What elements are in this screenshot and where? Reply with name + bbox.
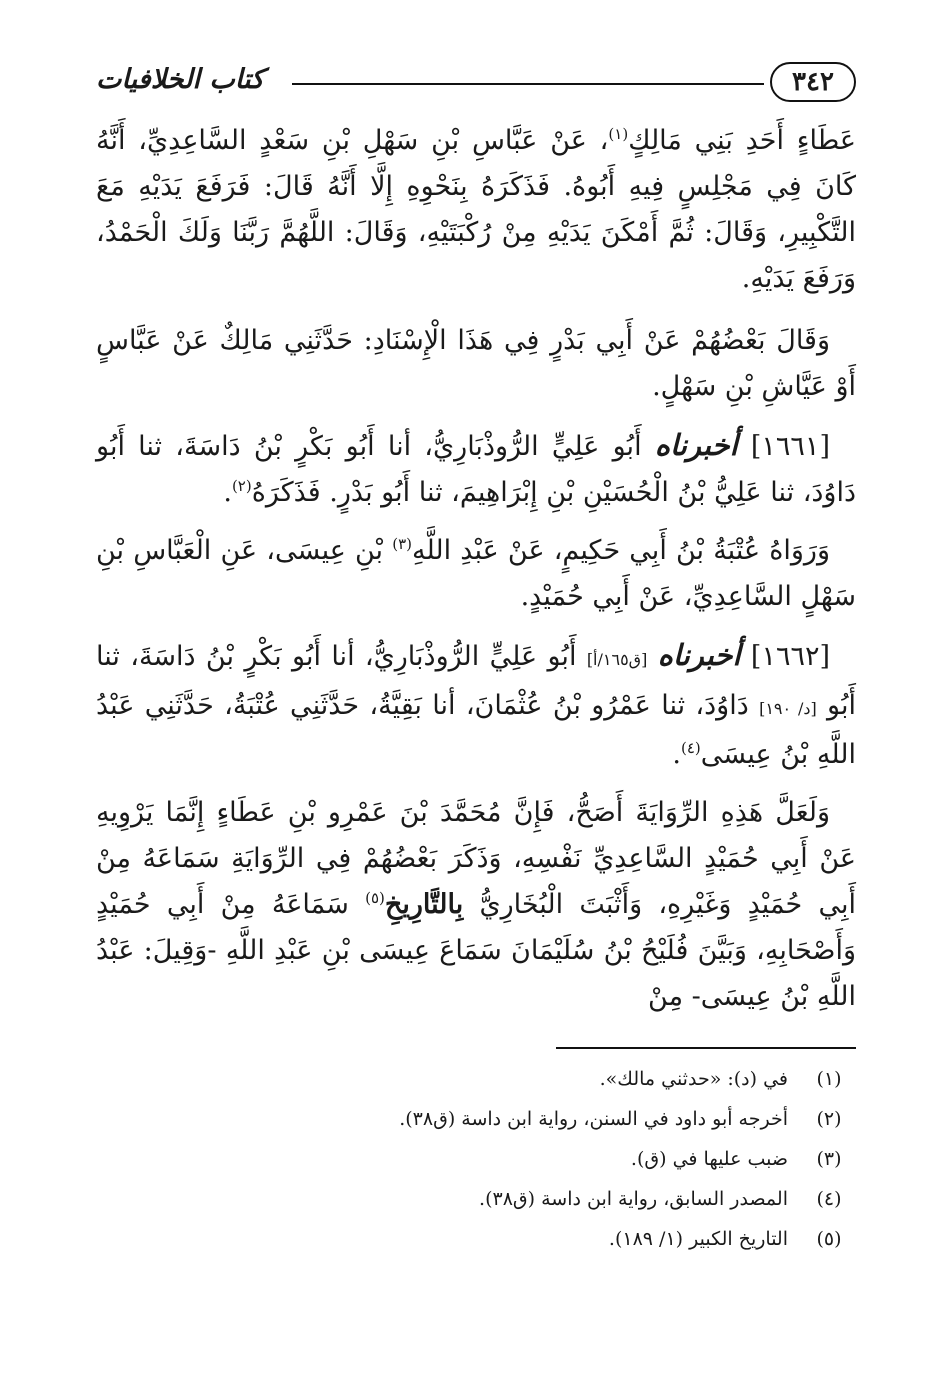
p4-text-a: وَرَوَاهُ عُتْبَةُ بْنُ أَبِي حَكِيمٍ، عَنْ عَبْدِ اللَّهِ xyxy=(412,535,830,566)
footnote-text: التاريخ الكبير (١/ ١٨٩). xyxy=(608,1228,788,1250)
footnote xyxy=(96,1188,856,1228)
hadith-number: [١٦٦٢] xyxy=(750,641,830,672)
footnote-ref-3[interactable]: (٣) xyxy=(392,535,413,553)
page-number: ٣٤٢ xyxy=(770,62,856,102)
header-rule xyxy=(292,83,764,85)
manuscript-ref: [ق١٦٥/أ] xyxy=(586,650,648,669)
footnote-ref-2[interactable]: (٢) xyxy=(231,477,252,495)
footnote-rule xyxy=(556,1047,856,1049)
footnote-text: المصدر السابق، رواية ابن داسة (ق٣٨). xyxy=(479,1188,788,1210)
paragraph-2: وَقَالَ بَعْضُهُمْ عَنْ أَبِي بَدْرٍ فِي هَذَا الْإِسْنَادِ: حَدَّثَنِي مَالِكٌ عَنْ عَبَّاسٍ أَوْ عَيَّاشِ بْنِ سَهْلٍ. xyxy=(96,325,856,402)
footnote-ref-4[interactable]: (٤) xyxy=(680,739,701,757)
p1-text-a: عَطَاءٍ أَحَدِ بَنِي مَالِكٍ xyxy=(628,125,856,156)
footnote xyxy=(96,1228,856,1268)
footnote-number: (٣) xyxy=(816,1148,842,1170)
main-text xyxy=(96,118,856,1032)
hadith-1662 xyxy=(96,632,856,778)
footnote-number: (٢) xyxy=(816,1108,842,1130)
p5-text-a: أَبُو عَلِيٍّ الرُّوذْبَارِيُّ، أنا أَبُو بَكْرٍ بْنُ دَاسَةَ، ثنا أَبُو xyxy=(96,641,857,721)
footnote xyxy=(96,1108,856,1148)
akhbarana-label: أخبرناه xyxy=(657,638,741,672)
footnotes xyxy=(96,1068,856,1268)
paragraph-6 xyxy=(96,790,856,1020)
footnote-text: أخرجه أبو داود في السنن، رواية ابن داسة (ق٣٨). xyxy=(399,1108,788,1130)
p5-text-c: . xyxy=(672,739,681,770)
page-header xyxy=(96,62,856,106)
p4-text-b: بْنِ عِيسَى، عَنِ الْعَبَّاسِ بْنِ سَهْلٍ السَّاعِدِيِّ، عَنْ أَبِي حُمَيْدٍ. xyxy=(96,535,856,612)
footnote-number: (٥) xyxy=(816,1228,842,1250)
p3-text-b: . xyxy=(223,477,232,508)
akhbarana-label: أخبرناه xyxy=(654,428,738,462)
footnote xyxy=(96,1068,856,1108)
manuscript-ref: [د/ ١٩٠] xyxy=(759,699,817,718)
footnote xyxy=(96,1148,856,1188)
footnote-text: ضبب عليها في (ق). xyxy=(630,1148,788,1170)
footnote-ref-5[interactable]: (٥) xyxy=(365,889,385,907)
bold-term: بِالتَّارِيخِ xyxy=(384,889,464,920)
p1-text-b: ، عَنْ عَبَّاسِ بْنِ سَهْلِ بْنِ سَعْدٍ السَّاعِدِيِّ، أَنَّهُ كَانَ فِي مَجْلِسٍ فِيهِ أَبُوهُ. فَذَكَرَهُ بِنَحْوِهِ إِلَّا أَنَّهُ قَالَ: فَرَفَعَ يَدَيْهِ مَعَ التَّكْبِيرِ، وَقَالَ: ثُمَّ أَمْكَنَ يَدَيْهِ مِنْ رُكْبَتَيْهِ، وَقَالَ: اللَّهُمَّ رَبَّنَا وَلَكَ الْحَمْدُ، وَرَفَعَ يَدَيْهِ. xyxy=(96,125,856,294)
p6-text-a: وَلَعَلَّ هَذِهِ الرِّوَايَةَ أَصَحُّ، فَإِنَّ مُحَمَّدَ بْنَ عَمْرِو بْنِ عَطَاءٍ إِنَّمَا يَرْوِيهِ عَنْ أَبِي حُمَيْدٍ السَّاعِدِيِّ نَفْسِهِ، وَذَكَرَ بَعْضُهُمْ فِي الرِّوَايَةِ سَمَاعَهُ مِنْ أَبِي حُمَيْدٍ وَغَيْرِهِ، وَأَثْبَتَ الْبُخَارِيُّ xyxy=(96,797,856,920)
hadith-number: [١٦٦١] xyxy=(750,431,830,462)
hadith-1661 xyxy=(96,422,856,516)
book-title: كتاب الخلافيات xyxy=(96,64,265,95)
p5-text-b: دَاوُدَ، ثنا عَمْرُو بْنُ عُثْمَانَ، أنا بَقِيَّةُ، حَدَّثَنِي عُتْبَةُ، حَدَّثَنِي عَبْدُ اللَّهِ بْنُ عِيسَى xyxy=(96,690,856,770)
p6-text-b: سَمَاعَهُ مِنْ أَبِي حُمَيْدٍ وَأَصْحَابِهِ، وَبَيَّنَ فُلَيْحُ بْنُ سُلَيْمَانَ سَمَاعَ عِيسَى بْنِ عَبْدِ اللَّهِ -وَقِيلَ: عَبْدُ اللَّهِ بْنُ عِيسَى- مِنْ xyxy=(96,889,856,1012)
p3-text-a: أَبُو عَلِيٍّ الرُّوذْبَارِيُّ، أنا أَبُو بَكْرٍ بْنُ دَاسَةَ، ثنا أَبُو دَاوُدَ، ثنا عَلِيُّ بْنُ الْحُسَيْنِ بْنِ إِبْرَاهِيمَ، ثنا أَبُو بَدْرٍ. فَذَكَرَهُ xyxy=(96,431,856,508)
paragraph-1 xyxy=(96,118,856,302)
footnote-number: (١) xyxy=(816,1068,842,1090)
footnote-text: في (د): «حدثني مالك». xyxy=(599,1068,788,1090)
footnote-number: (٤) xyxy=(816,1188,842,1210)
footnote-ref-1[interactable]: (١) xyxy=(608,125,629,143)
paragraph-4 xyxy=(96,528,856,620)
